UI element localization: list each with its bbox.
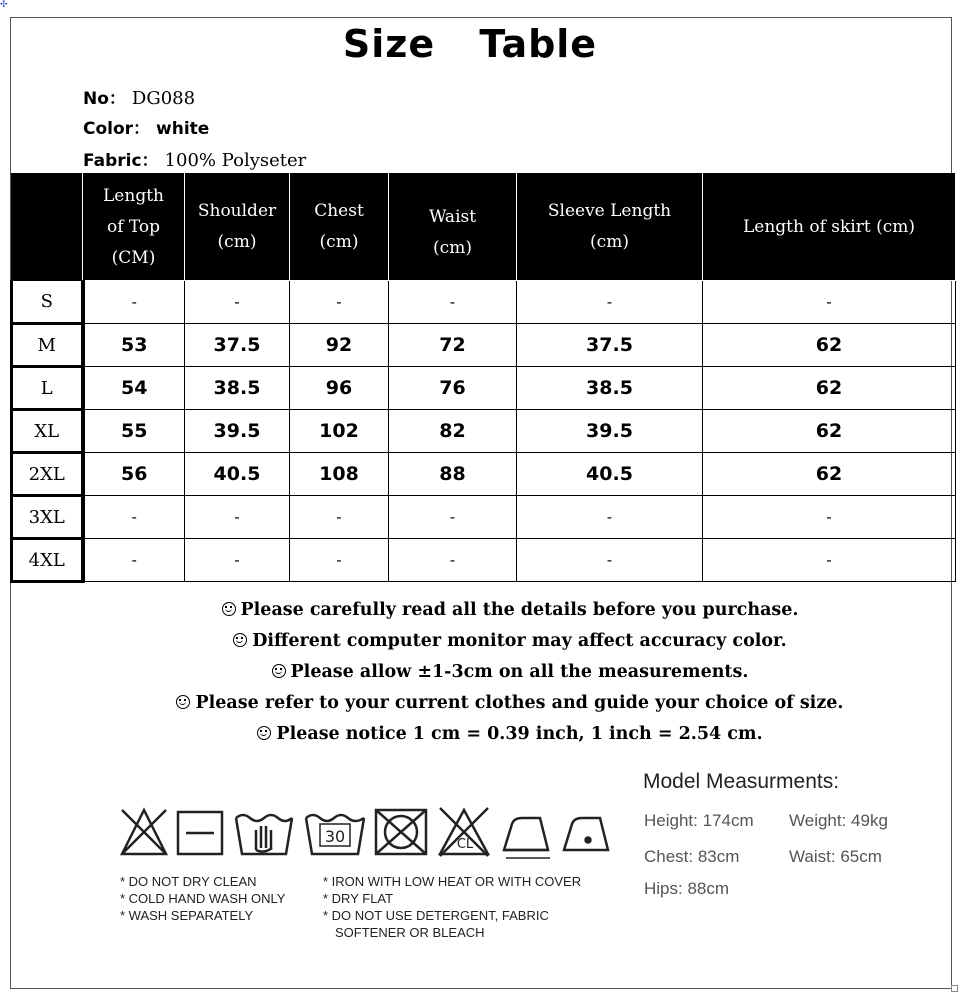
care-instructions-left: * DO NOT DRY CLEAN * COLD HAND WASH ONLY * WASH SEPARATELY xyxy=(120,874,286,923)
size-label: 4XL xyxy=(12,539,83,582)
note-item: Please carefully read all the details before you purchase. xyxy=(0,595,960,626)
care-instructions-right: * IRON WITH LOW HEAT OR WITH COVER * DRY FLAT * DO NOT USE DETERGENT, FABRIC SOFTENER OR BLEACH xyxy=(323,874,582,940)
cell-length-of-skirt: 62 xyxy=(703,410,956,453)
size-table-header xyxy=(12,174,956,281)
model-chest: Chest: 83cm xyxy=(644,847,740,866)
cell-shoulder: - xyxy=(185,496,290,539)
cell-sleeve-length: - xyxy=(517,496,703,539)
cell-length-of-skirt: - xyxy=(703,496,956,539)
product-fabric xyxy=(83,146,306,171)
table-row xyxy=(12,453,956,496)
header-chest: Chest (cm) xyxy=(290,174,389,281)
cell-shoulder: 37.5 xyxy=(185,324,290,367)
product-color-label: Color： xyxy=(83,119,151,139)
note-item: Please refer to your current clothes and guide your choice of size. xyxy=(0,688,960,719)
cell-length-of-top: - xyxy=(83,539,185,582)
cell-sleeve-length: 39.5 xyxy=(517,410,703,453)
cell-length-of-skirt: 62 xyxy=(703,367,956,410)
cell-chest: 96 xyxy=(290,367,389,410)
header-sleeve-length: Sleeve Length (cm) xyxy=(517,174,703,281)
smiley-icon xyxy=(222,602,236,616)
table-row xyxy=(12,281,956,324)
purchase-notes xyxy=(0,595,960,750)
size-label: S xyxy=(12,281,83,324)
cell-length-of-top: 53 xyxy=(83,324,185,367)
note-item: Please allow ±1-3cm on all the measurements. xyxy=(0,657,960,688)
size-label: 3XL xyxy=(12,496,83,539)
cell-chest: - xyxy=(290,281,389,324)
size-table xyxy=(10,173,956,583)
table-row xyxy=(12,410,956,453)
product-color-value: white xyxy=(156,119,210,139)
cell-waist: 88 xyxy=(389,453,517,496)
cell-length-of-skirt: 62 xyxy=(703,453,956,496)
table-row xyxy=(12,539,956,582)
note-item: Please notice 1 cm = 0.39 inch, 1 inch = 2.54 cm. xyxy=(0,719,960,750)
product-fabric-label: Fabric： xyxy=(83,151,159,171)
header-waist: Waist (cm) xyxy=(389,174,517,281)
table-row xyxy=(12,496,956,539)
table-row xyxy=(12,324,956,367)
wash-30-icon xyxy=(306,815,364,854)
cell-shoulder: 38.5 xyxy=(185,367,290,410)
iron-low-heat-icon xyxy=(504,818,550,858)
cell-shoulder: 39.5 xyxy=(185,410,290,453)
cell-sleeve-length: - xyxy=(517,281,703,324)
resize-handle[interactable] xyxy=(951,985,958,992)
hand-wash-icon xyxy=(236,815,292,854)
cell-chest: - xyxy=(290,496,389,539)
product-number-label: No： xyxy=(83,89,126,109)
do-not-bleach-icon xyxy=(440,808,488,856)
product-number-value: DG088 xyxy=(131,88,196,109)
smiley-icon xyxy=(176,695,190,709)
cell-sleeve-length: 40.5 xyxy=(517,453,703,496)
model-hips: Hips: 88cm xyxy=(644,879,730,898)
header-corner xyxy=(12,174,83,281)
cell-waist: - xyxy=(389,496,517,539)
cell-waist: 76 xyxy=(389,367,517,410)
cell-length-of-top: 54 xyxy=(83,367,185,410)
cell-chest: 92 xyxy=(290,324,389,367)
cell-length-of-top: - xyxy=(83,496,185,539)
dry-flat-icon xyxy=(178,812,222,854)
header-length-of-skirt: Length of skirt (cm) xyxy=(703,174,956,281)
smiley-icon xyxy=(272,664,286,678)
cell-chest: - xyxy=(290,539,389,582)
cell-waist: - xyxy=(389,539,517,582)
model-waist: Waist: 65cm xyxy=(789,847,882,866)
size-label: XL xyxy=(12,410,83,453)
do-not-tumble-dry-icon xyxy=(376,810,426,854)
svg-text:30: 30 xyxy=(324,827,346,846)
cell-length-of-skirt: - xyxy=(703,281,956,324)
cell-waist: 82 xyxy=(389,410,517,453)
size-label: M xyxy=(12,324,83,367)
cell-shoulder: - xyxy=(185,539,290,582)
header-length-of-top: Length of Top (CM) xyxy=(83,174,185,281)
model-height: Height: 174cm xyxy=(644,811,754,830)
note-item: Different computer monitor may affect accuracy color. xyxy=(0,626,960,657)
cell-sleeve-length: 38.5 xyxy=(517,367,703,410)
do-not-dry-clean-icon xyxy=(122,810,166,854)
product-fabric-value: 100% Polyseter xyxy=(164,150,307,171)
smiley-icon xyxy=(233,633,247,647)
model-weight: Weight: 49kg xyxy=(789,811,888,830)
cell-shoulder: - xyxy=(185,281,290,324)
care-symbols xyxy=(118,804,618,864)
anchor-marker: ✣ xyxy=(0,0,8,10)
iron-icon xyxy=(564,818,608,850)
cell-chest: 102 xyxy=(290,410,389,453)
cell-length-of-skirt: 62 xyxy=(703,324,956,367)
cell-length-of-top: - xyxy=(83,281,185,324)
cell-length-of-skirt: - xyxy=(703,539,956,582)
header-shoulder: Shoulder (cm) xyxy=(185,174,290,281)
cell-shoulder: 40.5 xyxy=(185,453,290,496)
cell-length-of-top: 56 xyxy=(83,453,185,496)
model-measurements-title: Model Measurments: xyxy=(643,770,840,793)
smiley-icon xyxy=(257,726,271,740)
size-label: 2XL xyxy=(12,453,83,496)
cell-length-of-top: 55 xyxy=(83,410,185,453)
size-label: L xyxy=(12,367,83,410)
page-title: Size Table xyxy=(342,22,598,66)
cell-chest: 108 xyxy=(290,453,389,496)
cell-waist: 72 xyxy=(389,324,517,367)
product-color xyxy=(83,114,209,139)
svg-text:CL: CL xyxy=(456,837,474,852)
table-row xyxy=(12,367,956,410)
cell-sleeve-length: - xyxy=(517,539,703,582)
product-number xyxy=(83,84,195,109)
cell-sleeve-length: 37.5 xyxy=(517,324,703,367)
cell-waist: - xyxy=(389,281,517,324)
